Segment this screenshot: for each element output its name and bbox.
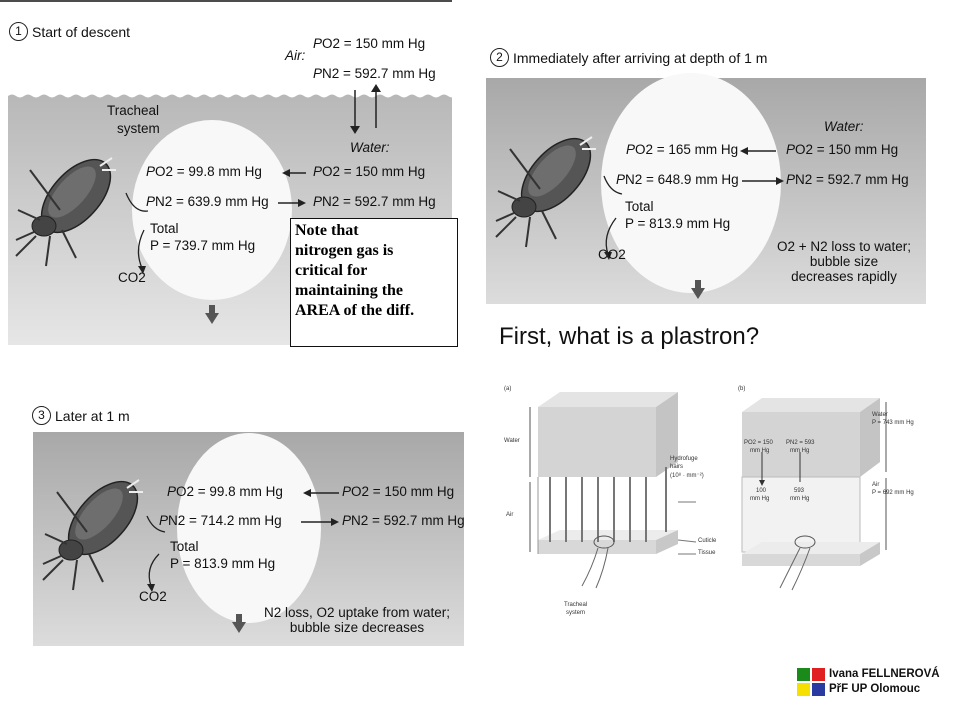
beetle-illustration [10, 140, 130, 275]
logo-square-red [812, 668, 825, 681]
total-pressure-3: P = 813.9 mm Hg [170, 556, 276, 571]
beetle-illustration-3 [33, 466, 158, 601]
note-line-5: AREA of the diff. [295, 302, 415, 319]
water-label-2: Water: [824, 119, 864, 134]
air-label: Air: [285, 48, 306, 63]
bubble-pn2-2: PN2 = 648.9 mm Hg [616, 172, 739, 187]
plastron-tracheal-2: system [566, 610, 586, 616]
water-po2: PO2 = 150 mm Hg [313, 164, 426, 179]
plastron-water-label: Water [504, 438, 520, 444]
loss-3-line-2: bubble size decreases [289, 620, 425, 635]
panel-3-title-text: Later at 1 m [55, 407, 130, 424]
bubble-po2-value: O2 = 99.8 mm Hg [155, 164, 262, 179]
water-po2-value: O2 = 150 mm Hg [322, 164, 426, 179]
water-po2-2-value: O2 = 150 mm Hg [795, 142, 899, 157]
water-right-pressure: P = 743 mm Hg [872, 420, 914, 426]
air-right-pressure: P = 692 mm Hg [872, 490, 914, 496]
beetle-illustration-2 [486, 123, 611, 258]
plastron-air-label: Air [506, 512, 514, 518]
loss-line-1: O2 + N2 loss to water; [777, 239, 911, 254]
water-pn2-3: PN2 = 592.7 mm Hg [342, 513, 465, 528]
loss-text-2 [768, 239, 920, 284]
water-pn2-2-value: N2 = 592.7 mm Hg [795, 172, 909, 187]
panel-2 [486, 38, 926, 306]
water-label: Water: [350, 140, 390, 155]
panel-1 [0, 0, 452, 345]
bubble-pn2-value: N2 = 639.9 mm Hg [155, 194, 269, 209]
logo-square-blue [812, 683, 825, 696]
plastron-question: First, what is a plastron? [499, 323, 760, 350]
loss-text-3 [252, 605, 462, 635]
loss-line-3: decreases rapidly [791, 269, 897, 284]
note-line-4: maintaining the [295, 282, 404, 299]
tracheal-label: Tracheal [107, 103, 160, 118]
credit-name: Ivana FELLNEROVÁ [829, 668, 940, 680]
credit-org: PřF UP Olomouc [829, 683, 921, 695]
pn2-top: PN2 = 593 [786, 440, 815, 446]
cuticle-label: Cuticle [698, 538, 717, 544]
total-pressure-2: P = 813.9 mm Hg [625, 216, 731, 231]
o2-low: 100 [756, 488, 767, 494]
loss-3-line-1: N2 loss, O2 uptake from water; [263, 605, 451, 620]
air-pn2: PN2 = 592.7 mm Hg [313, 66, 436, 81]
air-pn2-value: N2 = 592.7 mm Hg [322, 66, 436, 81]
system-label: system [117, 121, 160, 136]
water-pn2: PN2 = 592.7 mm Hg [313, 194, 436, 209]
n2-low: 593 [794, 488, 805, 494]
n2-low-unit: mm Hg [790, 496, 810, 502]
logo-square-green [797, 668, 810, 681]
o2-low-unit: mm Hg [750, 496, 770, 502]
water-po2-3: PO2 = 150 mm Hg [342, 484, 455, 499]
panel-2-title [490, 48, 767, 67]
plastron-diagram [500, 382, 950, 627]
air-right-label: Air [872, 482, 880, 488]
plastron-drawing [500, 382, 950, 627]
hairs-label-3: (10⁸ · mm⁻²) [670, 473, 704, 479]
bubble-po2-2-value: O2 = 165 mm Hg [635, 142, 739, 157]
water-po2-3-value: O2 = 150 mm Hg [351, 484, 455, 499]
water-po2-2: PO2 = 150 mm Hg [786, 142, 899, 157]
bubble-pn2-3-value: N2 = 714.2 mm Hg [168, 513, 282, 528]
total-label-2: Total [625, 199, 654, 214]
step-number-1: 1 [9, 22, 28, 41]
note-line-3: critical for [295, 262, 368, 279]
nitrogen-note [290, 218, 458, 347]
total-pressure: P = 739.7 mm Hg [150, 238, 256, 253]
step-number-2: 2 [490, 48, 509, 67]
po2-top: PO2 = 150 [744, 440, 773, 446]
bubble-po2-3-value: O2 = 99.8 mm Hg [176, 484, 283, 499]
hairs-label-1: Hydrofuge [670, 456, 698, 462]
bubble-po2-2: PO2 = 165 mm Hg [626, 142, 739, 157]
water-pn2-2: PN2 = 592.7 mm Hg [786, 172, 909, 187]
note-line-2: nitrogen gas is [295, 242, 394, 259]
water-pn2-value: N2 = 592.7 mm Hg [322, 194, 436, 209]
panel-3-title [32, 406, 130, 425]
credit-block [797, 668, 957, 700]
water-pn2-3-value: N2 = 592.7 mm Hg [351, 513, 465, 528]
pn2-top-unit: mm Hg [790, 448, 810, 454]
logo-square-yellow [797, 683, 810, 696]
panel-3 [9, 398, 464, 648]
bubble-po2: PO2 = 99.8 mm Hg [146, 164, 262, 179]
air-po2: PO2 = 150 mm Hg [313, 36, 426, 51]
bubble-po2-3: PO2 = 99.8 mm Hg [167, 484, 283, 499]
air-po2-value: O2 = 150 mm Hg [322, 36, 426, 51]
panel-1-title [9, 22, 130, 41]
loss-line-2: bubble size [809, 254, 879, 269]
panel-2-title-text: Immediately after arriving at depth of 1 m [513, 49, 768, 66]
co2-label: CO2 [118, 270, 146, 285]
co2-label-3: CO2 [139, 589, 167, 604]
bubble-pn2-2-value: N2 = 648.9 mm Hg [625, 172, 739, 187]
plastron-a-label: (a) [504, 386, 512, 392]
panel-1-title-text: Start of descent [32, 23, 131, 40]
water-right-label: Water [872, 412, 888, 418]
plastron-b-label: (b) [738, 386, 746, 392]
tissue-label: Tissue [698, 550, 716, 556]
total-label-3: Total [170, 539, 199, 554]
po2-top-unit: mm Hg [750, 448, 770, 454]
hairs-label-2: hairs [670, 464, 684, 470]
bubble-pn2: PN2 = 639.9 mm Hg [146, 194, 269, 209]
note-line-1: Note that [295, 222, 359, 239]
step-number-3: 3 [32, 406, 51, 425]
co2-label-2: CO2 [598, 247, 626, 262]
bubble-pn2-3: PN2 = 714.2 mm Hg [159, 513, 282, 528]
total-label: Total [150, 221, 179, 236]
plastron-tracheal-1: Tracheal [564, 602, 588, 608]
